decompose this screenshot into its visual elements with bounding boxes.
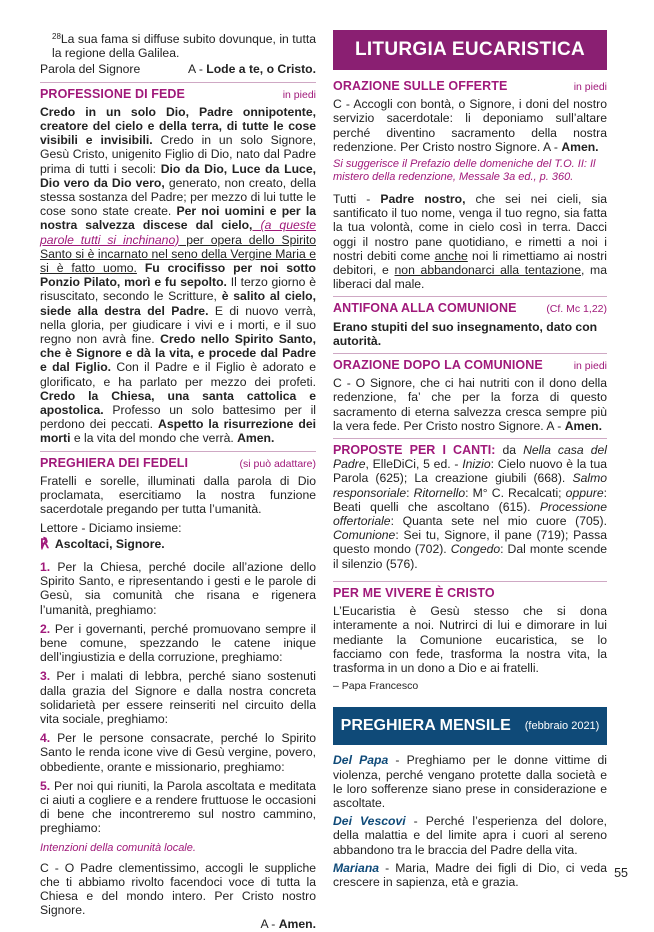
creed-text: Credo in un solo Dio, Padre onnipotente, creatore del cielo e della terra, di tutte le cose visibili e invisibili. Credo in un solo Signore, Gesù Cristo, unigenito Figlio di Dio, nato dal Padre prima di tutti i secoli: Dio da Dio, Luce da Luce, Dio vero da Dio vero, generato, non creato, della stessa sostanza del Padre; per mezzo di lui tutte le cose sono state create. Per noi uomini e per la nostra salvezza discese dal cielo, (a queste parole tutti si inchinano) per opera dello Spirito Santo si è incarnato nel seno della Vergine Maria e si è fatto uomo. Fu crocifisso per noi sotto Ponzio Pilato, morì e fu sepolto. Il terzo giorno è risuscitato, secondo le Scritture, è salito al cielo, siede alla destra del Padre. E di nuovo verrà, nella gloria, per giudicare i vivi e i morti, e il suo regno non avrà fine. Credo nello Spirito Santo, che è Signore e dà la vita, e procede dal Padre e dal Figlio. Con il Padre e il Figlio è adorato e glorificato, e ha parlato per mezzo dei profeti. Credo la Chiesa, una santa cattolica e apostolica. Professo un solo battesimo per il perdono dei peccati. Aspetto la risurrezione dei morti e la vita del mondo che verrà. Amen. bbox=[40, 104, 317, 446]
professione-title: PROFESSIONE DI FEDE bbox=[40, 86, 185, 101]
intercession-item: 3. Per i malati di lebbra, perché siano sostenuti dalla grazia del Signore e dalla nostra concreta solidarietà per essere reinseriti nel circuito della vita sociale, preghiamo: bbox=[40, 669, 316, 726]
dopo-header bbox=[333, 353, 607, 373]
offerte-note: in piedi bbox=[573, 81, 607, 93]
offerte-title: ORAZIONE SULLE OFFERTE bbox=[333, 79, 508, 93]
professione-header bbox=[40, 82, 316, 102]
offerte-header bbox=[333, 75, 607, 94]
left-column bbox=[40, 30, 316, 932]
response-text: Ascoltaci, Signore. bbox=[54, 536, 165, 551]
vivere-header bbox=[333, 581, 607, 600]
vivere-title: PER ME VIVERE È CRISTO bbox=[333, 585, 495, 600]
verse-number: 28 bbox=[52, 32, 61, 41]
professione-note: in piedi bbox=[282, 88, 316, 101]
intercession-item: 5. Per noi qui riuniti, la Parola ascoltata e meditata ci aiuti a cogliere e a rendere fruttuose le occasioni di bene che incontreremo sul nostro cammino, preghiamo: bbox=[40, 778, 316, 836]
response-line bbox=[40, 537, 316, 551]
preghiera-closing: C - O Padre clementissimo, accogli le suppliche che ti abbiamo rivolto facendoci voce di tutta la Chiesa e del mondo intero. Per Cristo nostro Signore. bbox=[40, 860, 316, 918]
padre-nostro-text: Tutti - Padre nostro, che sei nei cieli, sia santificato il tuo nome, venga il tuo regno, sia fatta la tua volontà, come in cielo così in terra. Dacci oggi il nostro pane quotidiano, e rimetti a noi i nostri debiti come anche noi li rimettiamo ai nostri debitori, e non abbandonarci alla tentazione, ma liberaci dal male. bbox=[333, 192, 607, 292]
intercession-item: 2. Per i governanti, perché promuovano sempre il bene comune, spezzando le catene inique dell’ingiustizia e della corruzione, preghiamo: bbox=[40, 621, 316, 665]
offerte-text: C - Accogli con bontà, o Signore, i doni del nostro servizio sacerdotale: li deponiamo sull’altare perché diventino sacramento della nostra redenzione. Per Cristo nostro Signore. A - Amen. bbox=[333, 97, 607, 154]
response-symbol-icon: ℟ bbox=[40, 535, 49, 551]
gospel-acclamation: Parola del Signore A - Lode a te, o Cristo. bbox=[40, 62, 316, 77]
preghiera-note: (si può adattare) bbox=[239, 457, 316, 470]
preghiera-title: PREGHIERA DEI FEDELI bbox=[40, 455, 189, 470]
vivere-attribution: – Papa Francesco bbox=[333, 680, 419, 693]
vivere-text: L’Eucaristia è Gesù stesso che si dona interamente a noi. Nutrirci di lui e dimorare in lui mediante la Comunione eucaristica, se lo facciamo con fede, trasforma la nostra vita, la trasforma in un dono a Dio e ai fratelli. bbox=[333, 604, 607, 675]
mensile-title: PREGHIERA MENSILE bbox=[340, 717, 511, 735]
right-column bbox=[333, 30, 607, 889]
dopo-title: ORAZIONE DOPO LA COMUNIONE bbox=[333, 358, 543, 373]
preghiera-intro: Fratelli e sorelle, illuminati dalla parola di Dio proclamata, esercitiamo la nostra funzione sacerdotale pregando per tutta l’umanità. bbox=[40, 473, 316, 517]
page-number: 55 bbox=[614, 866, 628, 880]
intentions-note: Intenzioni della comunità locale. bbox=[40, 841, 196, 854]
gospel-closing: Parola del Signore bbox=[40, 62, 141, 77]
preghiera-header bbox=[40, 451, 316, 471]
dopo-text: C - O Signore, che ci hai nutriti con il dono della redenzione, fa’ che per la forza di questo sacramento di eterna salvezza cresca sempre più la vera fede. Per Cristo nostro Signore. A - Amen. bbox=[333, 376, 607, 433]
mensile-banner bbox=[333, 707, 607, 745]
antifona-text: Erano stupiti del suo insegnamento, dato con autorità. bbox=[333, 319, 598, 348]
antifona-note: (Cf. Mc 1,22) bbox=[546, 303, 607, 316]
gospel-response: Lode a te, o Cristo. bbox=[206, 62, 316, 77]
prefazio-note: Si suggerisce il Prefazio delle domeniche del T.O. II: Il mistero della redenzione, Messale 3a ed., p. 360. bbox=[333, 158, 596, 184]
preghiera-amen-line: A - Amen. bbox=[260, 917, 316, 932]
mensile-item: Del Papa - Preghiamo per le donne vittime di violenza, perché vengano protette dalla società e le loro sofferenze siano prese in considerazione e ascoltate. bbox=[333, 753, 607, 810]
antifona-header bbox=[333, 296, 607, 316]
antifona-title: ANTIFONA ALLA COMUNIONE bbox=[333, 301, 517, 316]
canti-header bbox=[333, 438, 607, 571]
mensile-subtitle: (febbraio 2021) bbox=[524, 720, 600, 733]
mensile-item: Mariana - Maria, Madre dei figli di Dio, ci veda crescere in sapienza, età e grazia. bbox=[333, 860, 607, 889]
dopo-note: in piedi bbox=[573, 360, 607, 373]
intercession-item: 4. Per le persone consacrate, perché lo Spirito Santo le renda icone vive di Gesù vergine, povero, obbediente, orante e missionario, preghiamo: bbox=[40, 731, 316, 774]
lettore-line: Lettore - Diciamo insieme: bbox=[40, 520, 182, 535]
mensile-item: Dei Vescovi - Perché l’esperienza del dolore, della malattia e del limite apra i cuori al sereno abbandono tra le braccia del Padre della vita. bbox=[333, 814, 607, 857]
liturgia-banner: LITURGIA EUCARISTICA bbox=[333, 30, 607, 70]
intercession-item: 1. Per la Chiesa, perché docile all’azione dello Spirito Santo, e ripresentando i gesti e le parole di Gesù, sia comunità che risana e rigenera l’umanità, preghiamo: bbox=[40, 559, 316, 617]
canti-text: PROPOSTE PER I CANTI: da Nella casa del Padre, ElleDiCi, 5 ed. - Inizio: Cielo nuovo è la tua Parola (625); La creazione giubili (668). Salmo responsoriale: Ritornello: M° C. Recalcati; oppure: Beati quelli che ascoltano (615). Processione offertoriale: Quanta sete nel mio cuore (705). Comunione: Sei tu, Signore, il pane (719); Passa questo mondo (702). Congedo: Dal monte scende il silenzio (576). bbox=[333, 443, 608, 571]
gospel-end-text: $^{28}$La sua fama si diffuse subito dovunque, in tutta la regione della Galilea. bbox=[52, 32, 316, 61]
